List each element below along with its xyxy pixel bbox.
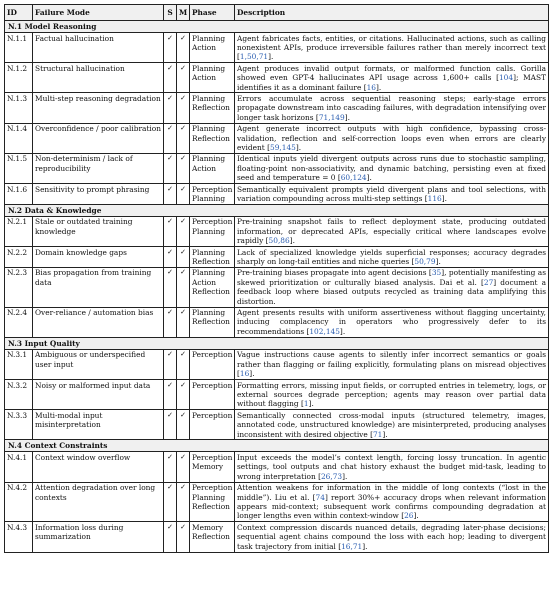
row-id: N.2.2: [5, 247, 33, 268]
failure-mode-name: Multi-modal input misinterpretation: [33, 410, 164, 440]
failure-mode-name: Noisy or malformed input data: [33, 380, 164, 410]
table-row: [5, 307, 549, 337]
header-m: M: [177, 5, 190, 21]
section-title: N.1 Model Reasoning: [5, 21, 549, 33]
row-id: N.3.2: [5, 380, 33, 410]
header-failure-mode: Failure Mode: [33, 5, 164, 21]
supervised-check: ✓: [164, 33, 177, 63]
phase-cell: Planning Action: [190, 153, 235, 183]
monitored-check: ✓: [177, 63, 190, 93]
header-s: S: [164, 5, 177, 21]
phase-cell: Perception: [190, 410, 235, 440]
section-header-row: [5, 21, 549, 33]
failure-mode-name: Sensitivity to prompt phrasing: [33, 184, 164, 205]
failure-mode-name: Information loss during summarization: [33, 522, 164, 552]
table-row: [5, 153, 549, 183]
citation-ref[interactable]: 16,71: [341, 541, 363, 551]
description-cell: Pre-training snapshot fails to reflect deployment state, producing outdated information, or deprecated APIs, especially critical where landscapes evolve rapidly [50,86].: [235, 216, 549, 246]
table-row: [5, 452, 549, 482]
table-row: [5, 93, 549, 123]
supervised-check: ✓: [164, 63, 177, 93]
phase-cell: Planning Reflection: [190, 123, 235, 153]
table-row: [5, 123, 549, 153]
failure-mode-name: Ambiguous or underspecified user input: [33, 349, 164, 379]
header-description: Description: [235, 5, 549, 21]
failure-mode-name: Bias propagation from training data: [33, 267, 164, 307]
failure-mode-name: Overconfidence / poor calibration: [33, 123, 164, 153]
table-row: [5, 349, 549, 379]
supervised-check: ✓: [164, 410, 177, 440]
table-row: [5, 216, 549, 246]
citation-ref[interactable]: 59,145: [270, 142, 296, 152]
row-id: N.4.1: [5, 452, 33, 482]
failure-mode-name: Non-determinism / lack of reproducibility: [33, 153, 164, 183]
row-id: N.4.2: [5, 482, 33, 522]
row-id: N.1.4: [5, 123, 33, 153]
supervised-check: ✓: [164, 93, 177, 123]
failure-mode-name: Attention degradation over long contexts: [33, 482, 164, 522]
table-row: [5, 267, 549, 307]
table-row: [5, 482, 549, 522]
monitored-check: ✓: [177, 184, 190, 205]
section-header-row: [5, 204, 549, 216]
citation-ref[interactable]: 26: [404, 511, 414, 521]
description-cell: Pre-training biases propagate into agent decisions [35], potentially manifesting as skewed prioritization or culturally biased analysis. Dai et al. [27] document a feedback loop where biased outputs recycled as training data amplifying this distortion.: [235, 267, 549, 307]
monitored-check: ✓: [177, 410, 190, 440]
row-id: N.3.3: [5, 410, 33, 440]
table-body: [5, 21, 549, 553]
monitored-check: ✓: [177, 482, 190, 522]
section-header-row: [5, 337, 549, 349]
phase-cell: Planning Reflection: [190, 307, 235, 337]
supervised-check: ✓: [164, 380, 177, 410]
monitored-check: ✓: [177, 452, 190, 482]
description-cell: Identical inputs yield divergent outputs across runs due to stochastic sampling, floating-point non-associativity, and dynamic batching, persisting even at fixed seed and temperature = 0 [60,124].: [235, 153, 549, 183]
table-header-row: [5, 5, 549, 21]
supervised-check: ✓: [164, 123, 177, 153]
description-cell: Errors accumulate across sequential reasoning steps; early-stage errors propagate downstream into cascading failures, with degradation intensifying over longer task horizons [71,149].: [235, 93, 549, 123]
monitored-check: ✓: [177, 123, 190, 153]
section-title: N.3 Input Quality: [5, 337, 549, 349]
citation-ref[interactable]: 71,149: [318, 112, 345, 122]
row-id: N.2.3: [5, 267, 33, 307]
table-row: [5, 410, 549, 440]
description-cell: Agent generate incorrect outputs with high confidence, bypassing cross-validation, reflection and self-correction loops even when errors are clearly evident [59,145].: [235, 123, 549, 153]
failure-mode-name: Stale or outdated training knowledge: [33, 216, 164, 246]
description-cell: Vague instructions cause agents to silently infer incorrect semantics or goals rather than flagging or failing explicitly, formulating plans on misread objectives [16].: [235, 349, 549, 379]
row-id: N.4.3: [5, 522, 33, 552]
failure-mode-name: Factual hallucination: [33, 33, 164, 63]
supervised-check: ✓: [164, 184, 177, 205]
failure-mode-name: Multi-step reasoning degradation: [33, 93, 164, 123]
supervised-check: ✓: [164, 216, 177, 246]
table-row: [5, 380, 549, 410]
supervised-check: ✓: [164, 247, 177, 268]
row-id: N.1.3: [5, 93, 33, 123]
description-cell: Semantically equivalent prompts yield divergent plans and tool selections, with variation compounding across multi-step settings [116].: [235, 184, 549, 205]
monitored-check: ✓: [177, 247, 190, 268]
description-cell: Semantically connected cross-modal inputs (structured telemetry, images, annotated code, unstructured knowledge) are misinterpreted, producing analyses inconsistent with desired objective [71].: [235, 410, 549, 440]
monitored-check: ✓: [177, 93, 190, 123]
citation-ref[interactable]: 50,79: [414, 257, 436, 267]
citation-ref[interactable]: 74: [315, 492, 325, 502]
citation-ref[interactable]: 50,86: [268, 236, 290, 246]
description-cell: Context compression discards nuanced details, degrading later-phase decisions; sequential agent chains compound the loss with each hop; leading to divergent task trajectory from initial [16,71].: [235, 522, 549, 552]
monitored-check: ✓: [177, 153, 190, 183]
section-title: N.2 Data & Knowledge: [5, 204, 549, 216]
citation-ref[interactable]: 102,145: [309, 326, 340, 336]
description-cell: Lack of specialized knowledge yields superficial responses; accuracy degrades sharply on long-tail entities and niche queries [50,79].: [235, 247, 549, 268]
row-id: N.2.1: [5, 216, 33, 246]
citation-ref[interactable]: 1: [303, 399, 309, 409]
description-cell: Attention weakens for information in the middle of long contexts (“lost in the middle”). Liu et al. [74] report 30%+ accuracy drops when relevant information appears mid-context; subsequent work confirms compounding degradation at longer lengths even within context-window [26].: [235, 482, 549, 522]
phase-cell: Planning Action Reflection: [190, 267, 235, 307]
phase-cell: Perception: [190, 349, 235, 379]
citation-ref[interactable]: 116: [427, 194, 442, 203]
supervised-check: ✓: [164, 349, 177, 379]
row-id: N.1.6: [5, 184, 33, 205]
citation-ref[interactable]: 60,124: [340, 173, 367, 183]
row-id: N.1.5: [5, 153, 33, 183]
phase-cell: Perception: [190, 380, 235, 410]
section-header-row: [5, 440, 549, 452]
monitored-check: ✓: [177, 216, 190, 246]
citation-ref[interactable]: 104: [498, 73, 514, 83]
table-row: [5, 184, 549, 205]
citation-ref[interactable]: 16: [239, 369, 250, 379]
citation-ref[interactable]: 1,50,71: [239, 52, 269, 62]
phase-cell: Perception Planning: [190, 184, 235, 205]
citation-ref[interactable]: 16: [366, 82, 376, 92]
monitored-check: ✓: [177, 33, 190, 63]
failure-mode-name: Structural hallucination: [33, 63, 164, 93]
description-cell: Agent produces invalid output formats, or malformed function calls. Gorilla showed even GPT-4 hallucinates API usage across 1,600+ calls [104]; MAST identifies it as a dominant failure [16].: [235, 63, 549, 93]
citation-ref[interactable]: 71: [372, 429, 383, 439]
citation-ref[interactable]: 27: [483, 277, 494, 287]
table-row: [5, 247, 549, 268]
monitored-check: ✓: [177, 307, 190, 337]
phase-cell: Memory Reflection: [190, 522, 235, 552]
header-phase: Phase: [190, 5, 235, 21]
description-cell: Agent presents results with uniform assertiveness without flagging uncertainty, inducing complacency in operators who progressively defer to its recommendations [102,145].: [235, 307, 549, 337]
failure-mode-table: [4, 4, 549, 553]
table-row: [5, 33, 549, 63]
description-cell: Formatting errors, missing input fields, or corrupted entries in telemetry, logs, or external sources degrade perception; agents may reason over partial data without flagging [1].: [235, 380, 549, 410]
monitored-check: ✓: [177, 349, 190, 379]
supervised-check: ✓: [164, 267, 177, 307]
phase-cell: Planning Action: [190, 63, 235, 93]
supervised-check: ✓: [164, 307, 177, 337]
header-id: ID: [5, 5, 33, 21]
failure-mode-name: Over-reliance / automation bias: [33, 307, 164, 337]
phase-cell: Perception Planning: [190, 216, 235, 246]
row-id: N.3.1: [5, 349, 33, 379]
supervised-check: ✓: [164, 153, 177, 183]
phase-cell: Planning Reflection: [190, 93, 235, 123]
row-id: N.1.2: [5, 63, 33, 93]
row-id: N.2.4: [5, 307, 33, 337]
monitored-check: ✓: [177, 380, 190, 410]
row-id: N.1.1: [5, 33, 33, 63]
supervised-check: ✓: [164, 522, 177, 552]
section-title: N.4 Context Constraints: [5, 440, 549, 452]
phase-cell: Planning Action: [190, 33, 235, 63]
failure-mode-name: Context window overflow: [33, 452, 164, 482]
table-row: [5, 63, 549, 93]
table-row: [5, 522, 549, 552]
citation-ref[interactable]: 26,73: [320, 471, 343, 481]
description-cell: Agent fabricates facts, entities, or citations. Hallucinated actions, such as calling nonexistent APIs, produce irreversible failures rather than merely incorrect text [1,50,71].: [235, 33, 549, 63]
phase-cell: Perception Planning Reflection: [190, 482, 235, 522]
supervised-check: ✓: [164, 452, 177, 482]
failure-mode-name: Domain knowledge gaps: [33, 247, 164, 268]
monitored-check: ✓: [177, 522, 190, 552]
phase-cell: Planning Reflection: [190, 247, 235, 268]
monitored-check: ✓: [177, 267, 190, 307]
description-cell: Input exceeds the model’s context length, forcing lossy truncation. In agentic settings, tool outputs and chat history exhaust the budget mid-task, leading to wrong interpretation [26,73].: [235, 452, 549, 482]
supervised-check: ✓: [164, 482, 177, 522]
phase-cell: Perception Memory: [190, 452, 235, 482]
citation-ref[interactable]: 35: [431, 268, 442, 278]
